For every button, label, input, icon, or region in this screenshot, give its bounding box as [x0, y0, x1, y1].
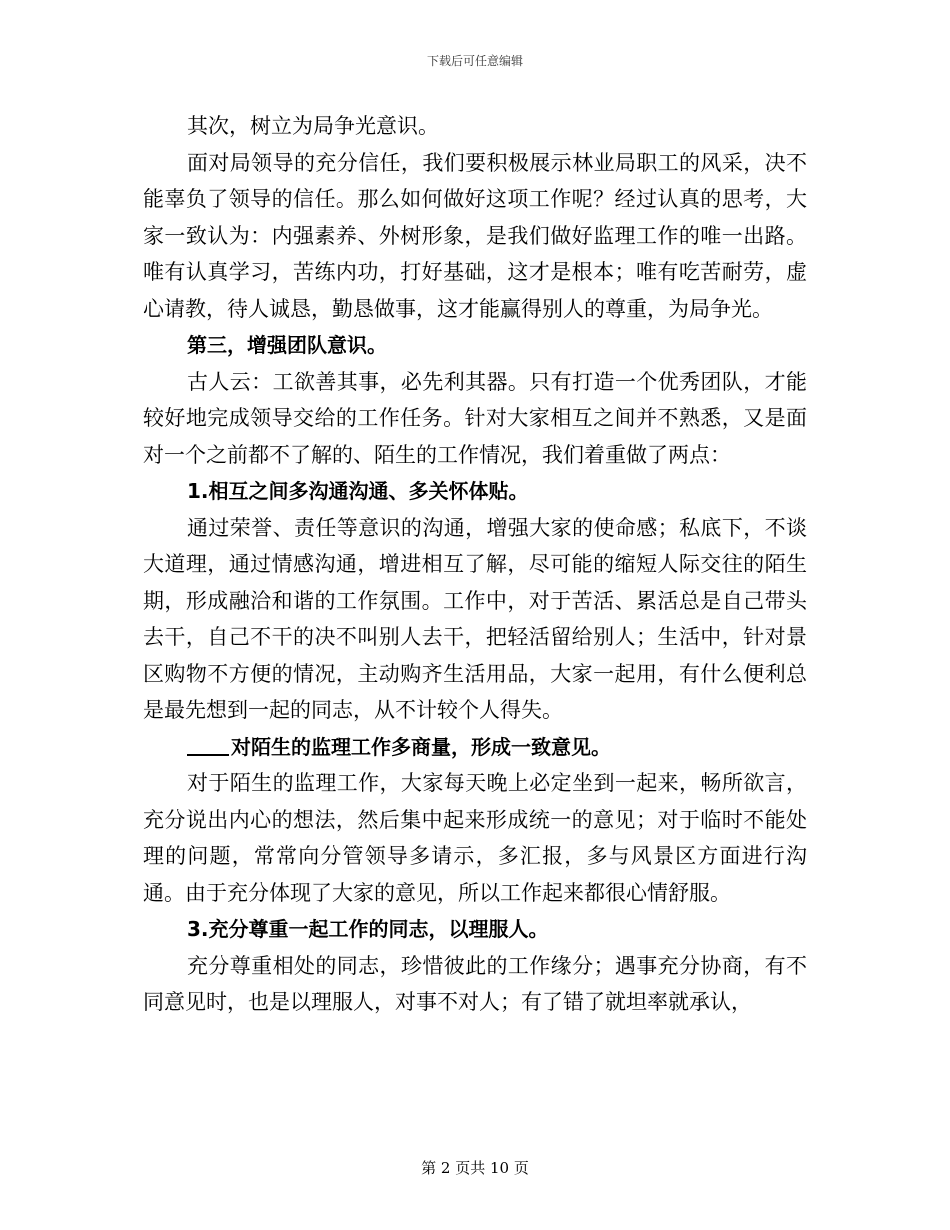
document-body [143, 108, 807, 1021]
paragraph: 对于陌生的监理工作，大家每天晚上必定坐到一起来，畅所欲言，充分说出内心的想法，然后集中起来形成统一的意见；对于临时不能处理的问题，常常向分管领导多请示，多汇报，多与风景区方面进行沟通。由于充分体现了大家的意见，所以工作起来都很心情舒服。 [143, 771, 807, 905]
paragraph: 古人云：工欲善其事，必先利其器。只有打造一个优秀团队，才能较好地完成领导交给的工作任务。针对大家相互之间并不熟悉，又是面对一个之前都不了解的、陌生的工作情况，我们着重做了两点： [143, 369, 807, 467]
subsection-heading-text: 对陌生的监理工作多商量，形成一致意见。 [231, 734, 611, 759]
paragraph: 充分尊重相处的同志，珍惜彼此的工作缘分；遇事充分协商，有不同意见时，也是以理服人，对事不对人；有了错了就坦率就承认， [143, 953, 807, 1014]
paragraph: 面对局领导的充分信任，我们要积极展示林业局职工的风采，决不能辜负了领导的信任。那么如何做好这项工作呢？经过认真的思考，大家一致认为：内强素养、外树形象，是我们做好监理工作的唯一出路。唯有认真学习，苦练内功，打好基础，这才是根本；唯有吃苦耐劳，虚心请教，待人诚恳，勤恳做事，这才能赢得别人的尊重，为局争光。 [143, 150, 807, 321]
page-header: 下载后可任意编辑 [426, 54, 523, 68]
subsection-heading: 3.充分尊重一起工作的同志，以理服人。 [187, 917, 549, 941]
subsection-heading [143, 729, 807, 766]
section-heading: 第三，增强团队意识。 [187, 333, 387, 357]
paragraph: 通过荣誉、责任等意识的沟通，增强大家的使命感；私底下，不谈大道理，通过情感沟通，增进相互了解，尽可能的缩短人际交往的陌生期，形成融洽和谐的工作氛围。工作中，对于苦活、累活总是自己带头去干，自己不干的决不叫别人去干，把轻活留给别人；生活中，针对景区购物不方便的情况，主动购齐生活用品，大家一起用，有什么便利总是最先想到一起的同志，从不计较个人得失。 [143, 515, 807, 722]
paragraph: 其次，树立为局争光意识。 [187, 114, 439, 138]
blank-underline [187, 734, 229, 756]
page-footer: 第 2 页共 10 页 [421, 1159, 529, 1177]
subsection-heading: 1.相互之间多沟通沟通、多关怀体贴。 [187, 479, 529, 503]
